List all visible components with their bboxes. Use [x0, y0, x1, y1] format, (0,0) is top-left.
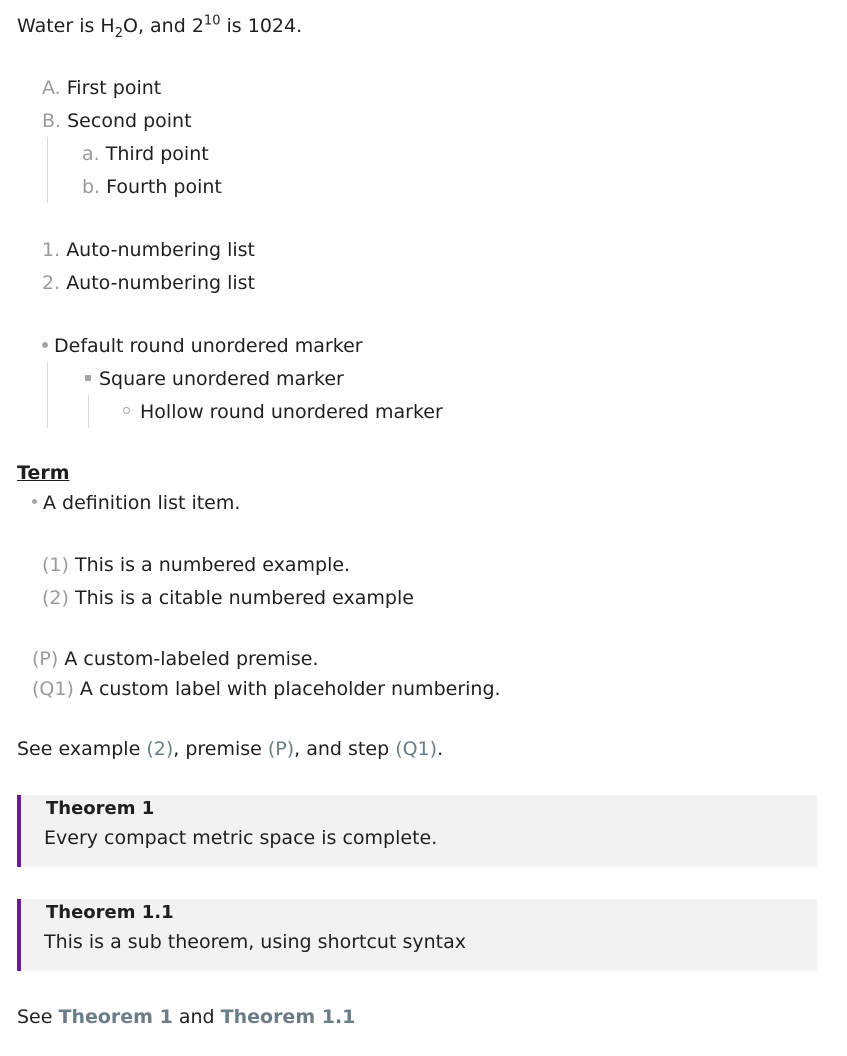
sublist-item-b — [82, 174, 222, 200]
sublist-item-a — [82, 141, 209, 167]
custom-label-step — [32, 676, 501, 702]
theorem-title: Theorem 1.1 — [46, 902, 174, 923]
list-item-b — [42, 108, 192, 134]
theorem-box-2 — [17, 899, 817, 971]
crossref-text: , premise — [173, 738, 268, 760]
example-marker: (1) — [42, 554, 69, 576]
crossref-text: , and step — [294, 738, 396, 760]
intro-text-1: Water is H — [17, 15, 115, 37]
list-item-text: Fourth point — [106, 176, 222, 198]
intro-text-3: is 1024. — [220, 15, 303, 37]
crossref-paragraph — [17, 736, 443, 762]
list-item-text: Square unordered marker — [99, 368, 344, 390]
intro-text-2: O, and 2 — [123, 15, 204, 37]
custom-label-premise — [32, 646, 319, 672]
subscript: 2 — [114, 25, 123, 41]
definition-text: A definition list item. — [43, 492, 241, 514]
list-item-text: Third point — [105, 143, 209, 165]
list-item-text: Auto-numbering list — [66, 239, 255, 261]
nested-list-guide — [47, 362, 48, 428]
theorem-1-link[interactable]: Theorem 1 — [58, 1006, 173, 1028]
auto-list-item-2 — [42, 270, 255, 296]
nested-list-guide — [47, 137, 48, 203]
theorem-body: Every compact metric space is complete. — [44, 827, 438, 849]
list-item-text: First point — [66, 77, 162, 99]
example-ref-link[interactable]: (2) — [146, 738, 174, 760]
example-item-1 — [42, 552, 350, 578]
list-item-a — [42, 75, 161, 101]
list-item-text: Auto-numbering list — [66, 272, 255, 294]
example-item-2 — [42, 585, 414, 611]
list-marker: 1. — [42, 239, 61, 261]
round-bullet-icon — [32, 499, 37, 504]
custom-text: A custom label with placeholder numbering. — [79, 678, 501, 700]
theorem-refs-text: See — [17, 1006, 59, 1028]
crossref-text: See example — [17, 738, 147, 760]
example-text: This is a numbered example. — [74, 554, 351, 576]
bullet-item-square — [85, 366, 344, 392]
list-marker: 2. — [42, 272, 61, 294]
custom-marker: (Q1) — [32, 678, 74, 700]
bullet-item-hollow — [123, 399, 443, 425]
theorem-box-1 — [17, 795, 817, 867]
premise-ref-link[interactable]: (P) — [267, 738, 295, 760]
example-marker: (2) — [42, 587, 69, 609]
custom-marker: (P) — [32, 648, 59, 670]
list-marker: B. — [42, 110, 62, 132]
nested-list-guide — [88, 395, 89, 428]
bullet-item-round — [42, 333, 363, 359]
list-marker: a. — [82, 143, 100, 165]
list-item-text: Default round unordered marker — [54, 335, 363, 357]
list-marker: b. — [82, 176, 101, 198]
hollow-bullet-icon — [123, 407, 130, 414]
round-bullet-icon — [42, 342, 48, 348]
list-item-text: Second point — [67, 110, 192, 132]
intro-paragraph — [17, 13, 302, 39]
list-marker: A. — [42, 77, 61, 99]
example-text: This is a citable numbered example — [74, 587, 414, 609]
custom-text: A custom-labeled premise. — [64, 648, 319, 670]
theorem-refs-text: and — [172, 1006, 221, 1028]
theorem-body: This is a sub theorem, using shortcut syntax — [44, 931, 466, 953]
definition-item — [32, 490, 240, 516]
square-bullet-icon — [85, 375, 91, 381]
definition-term: Term — [17, 462, 70, 484]
list-item-text: Hollow round unordered marker — [140, 401, 443, 423]
theorem-title: Theorem 1 — [46, 798, 155, 819]
auto-list-item-1 — [42, 237, 255, 263]
theorem-refs-paragraph — [17, 1004, 355, 1030]
step-ref-link[interactable]: (Q1) — [395, 738, 438, 760]
superscript: 10 — [203, 13, 221, 29]
crossref-text: . — [437, 738, 444, 760]
theorem-1-1-link[interactable]: Theorem 1.1 — [220, 1006, 356, 1028]
